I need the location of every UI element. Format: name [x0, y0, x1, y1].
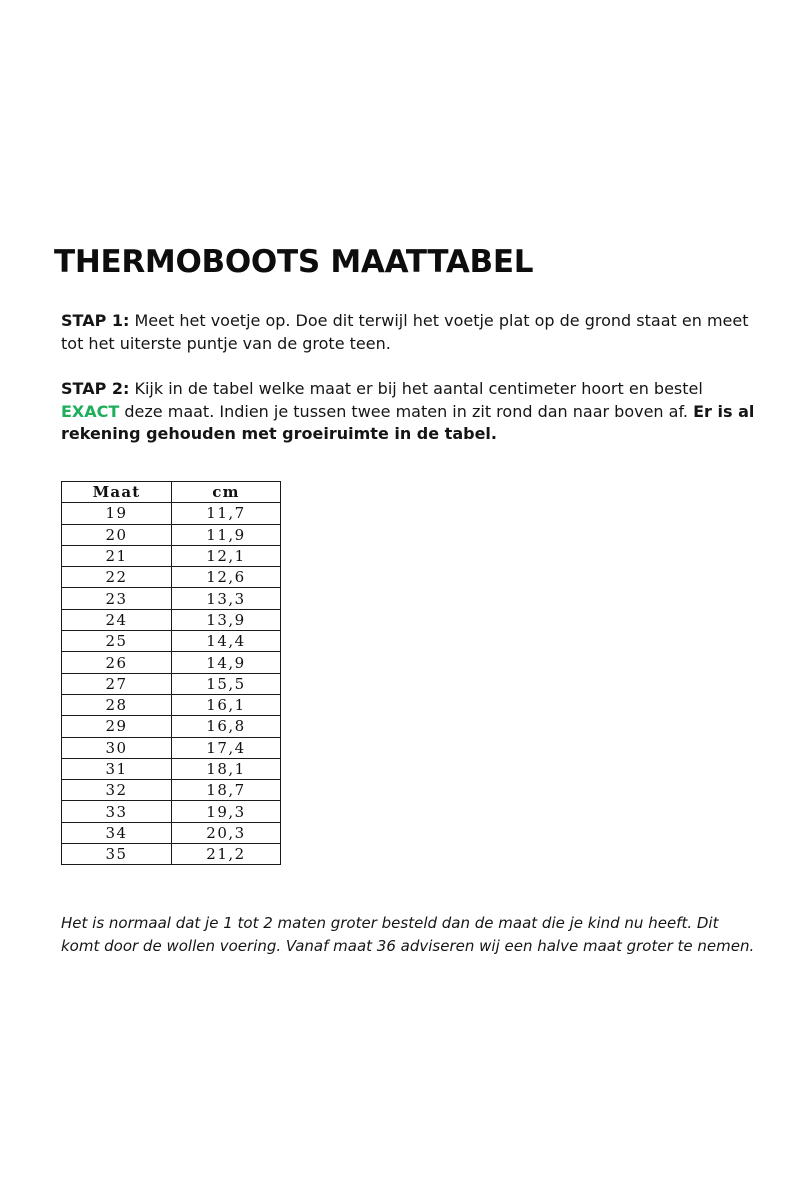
cm-cell: 13,3 — [172, 588, 281, 609]
size-cell: 21 — [62, 545, 172, 566]
step-1-label: STAP 1: — [61, 311, 130, 330]
cm-cell: 11,7 — [172, 503, 281, 524]
footnote: Het is normaal dat je 1 tot 2 maten groter besteld dan de maat die je kind nu heeft. Dit komt door de wollen voering. Vanaf maat 36 adviseren wij een halve maat groter te nemen. — [61, 914, 755, 955]
step-1-text: Meet het voetje op. Doe dit terwijl het voetje plat op de grond staat en meet tot het uiterste puntje van de grote teen. — [61, 311, 749, 353]
table-row — [62, 545, 281, 566]
cm-cell: 20,3 — [172, 822, 281, 843]
table-row — [62, 716, 281, 737]
size-cell: 19 — [62, 503, 172, 524]
cm-cell: 13,9 — [172, 609, 281, 630]
table-row — [62, 822, 281, 843]
size-cell: 34 — [62, 822, 172, 843]
step-2-label: STAP 2: — [61, 379, 130, 398]
table-row — [62, 652, 281, 673]
cm-cell: 21,2 — [172, 844, 281, 865]
size-cell: 25 — [62, 631, 172, 652]
table-row — [62, 631, 281, 652]
page-title: THERMOBOOTS MAATTABEL — [54, 244, 534, 280]
size-cell: 20 — [62, 524, 172, 545]
size-cell: 26 — [62, 652, 172, 673]
table-row — [62, 801, 281, 822]
table-row — [62, 609, 281, 630]
size-cell: 33 — [62, 801, 172, 822]
step-2-strong: Er is al rekening gehouden met groeiruimte in de tabel. — [61, 401, 755, 443]
table-row — [62, 503, 281, 524]
size-cell: 22 — [62, 567, 172, 588]
step-2 — [61, 378, 761, 446]
size-cell: 24 — [62, 609, 172, 630]
cm-cell: 19,3 — [172, 801, 281, 822]
size-cell: 30 — [62, 737, 172, 758]
table-header-row — [62, 482, 281, 503]
table-row — [62, 588, 281, 609]
step-1 — [61, 310, 761, 355]
table-row — [62, 737, 281, 758]
table-row — [62, 844, 281, 865]
size-cell: 23 — [62, 588, 172, 609]
size-cell: 29 — [62, 716, 172, 737]
cm-cell: 18,7 — [172, 780, 281, 801]
cm-cell: 12,6 — [172, 567, 281, 588]
column-header-maat: Maat — [62, 482, 172, 503]
cm-cell: 18,1 — [172, 758, 281, 779]
size-cell: 31 — [62, 758, 172, 779]
table-row — [62, 694, 281, 715]
cm-cell: 12,1 — [172, 545, 281, 566]
step-2-accent: EXACT — [61, 401, 120, 421]
size-cell: 28 — [62, 694, 172, 715]
cm-cell: 11,9 — [172, 524, 281, 545]
cm-cell: 14,4 — [172, 631, 281, 652]
cm-cell: 16,8 — [172, 716, 281, 737]
table-row — [62, 758, 281, 779]
cm-cell: 14,9 — [172, 652, 281, 673]
table-row — [62, 524, 281, 545]
cm-cell: 17,4 — [172, 737, 281, 758]
instructions — [61, 310, 761, 469]
size-table — [61, 481, 281, 865]
step-2-text-before: Kijk in de tabel welke maat er bij het aantal centimeter hoort en bestel — [129, 379, 703, 398]
size-cell: 32 — [62, 780, 172, 801]
table-row — [62, 780, 281, 801]
table-row — [62, 673, 281, 694]
table-row — [62, 567, 281, 588]
size-cell: 27 — [62, 673, 172, 694]
size-cell: 35 — [62, 844, 172, 865]
cm-cell: 16,1 — [172, 694, 281, 715]
table-body — [62, 503, 281, 865]
column-header-cm: cm — [172, 482, 281, 503]
cm-cell: 15,5 — [172, 673, 281, 694]
step-2-text-after: deze maat. Indien je tussen twee maten in zit rond dan naar boven af. — [119, 401, 694, 421]
